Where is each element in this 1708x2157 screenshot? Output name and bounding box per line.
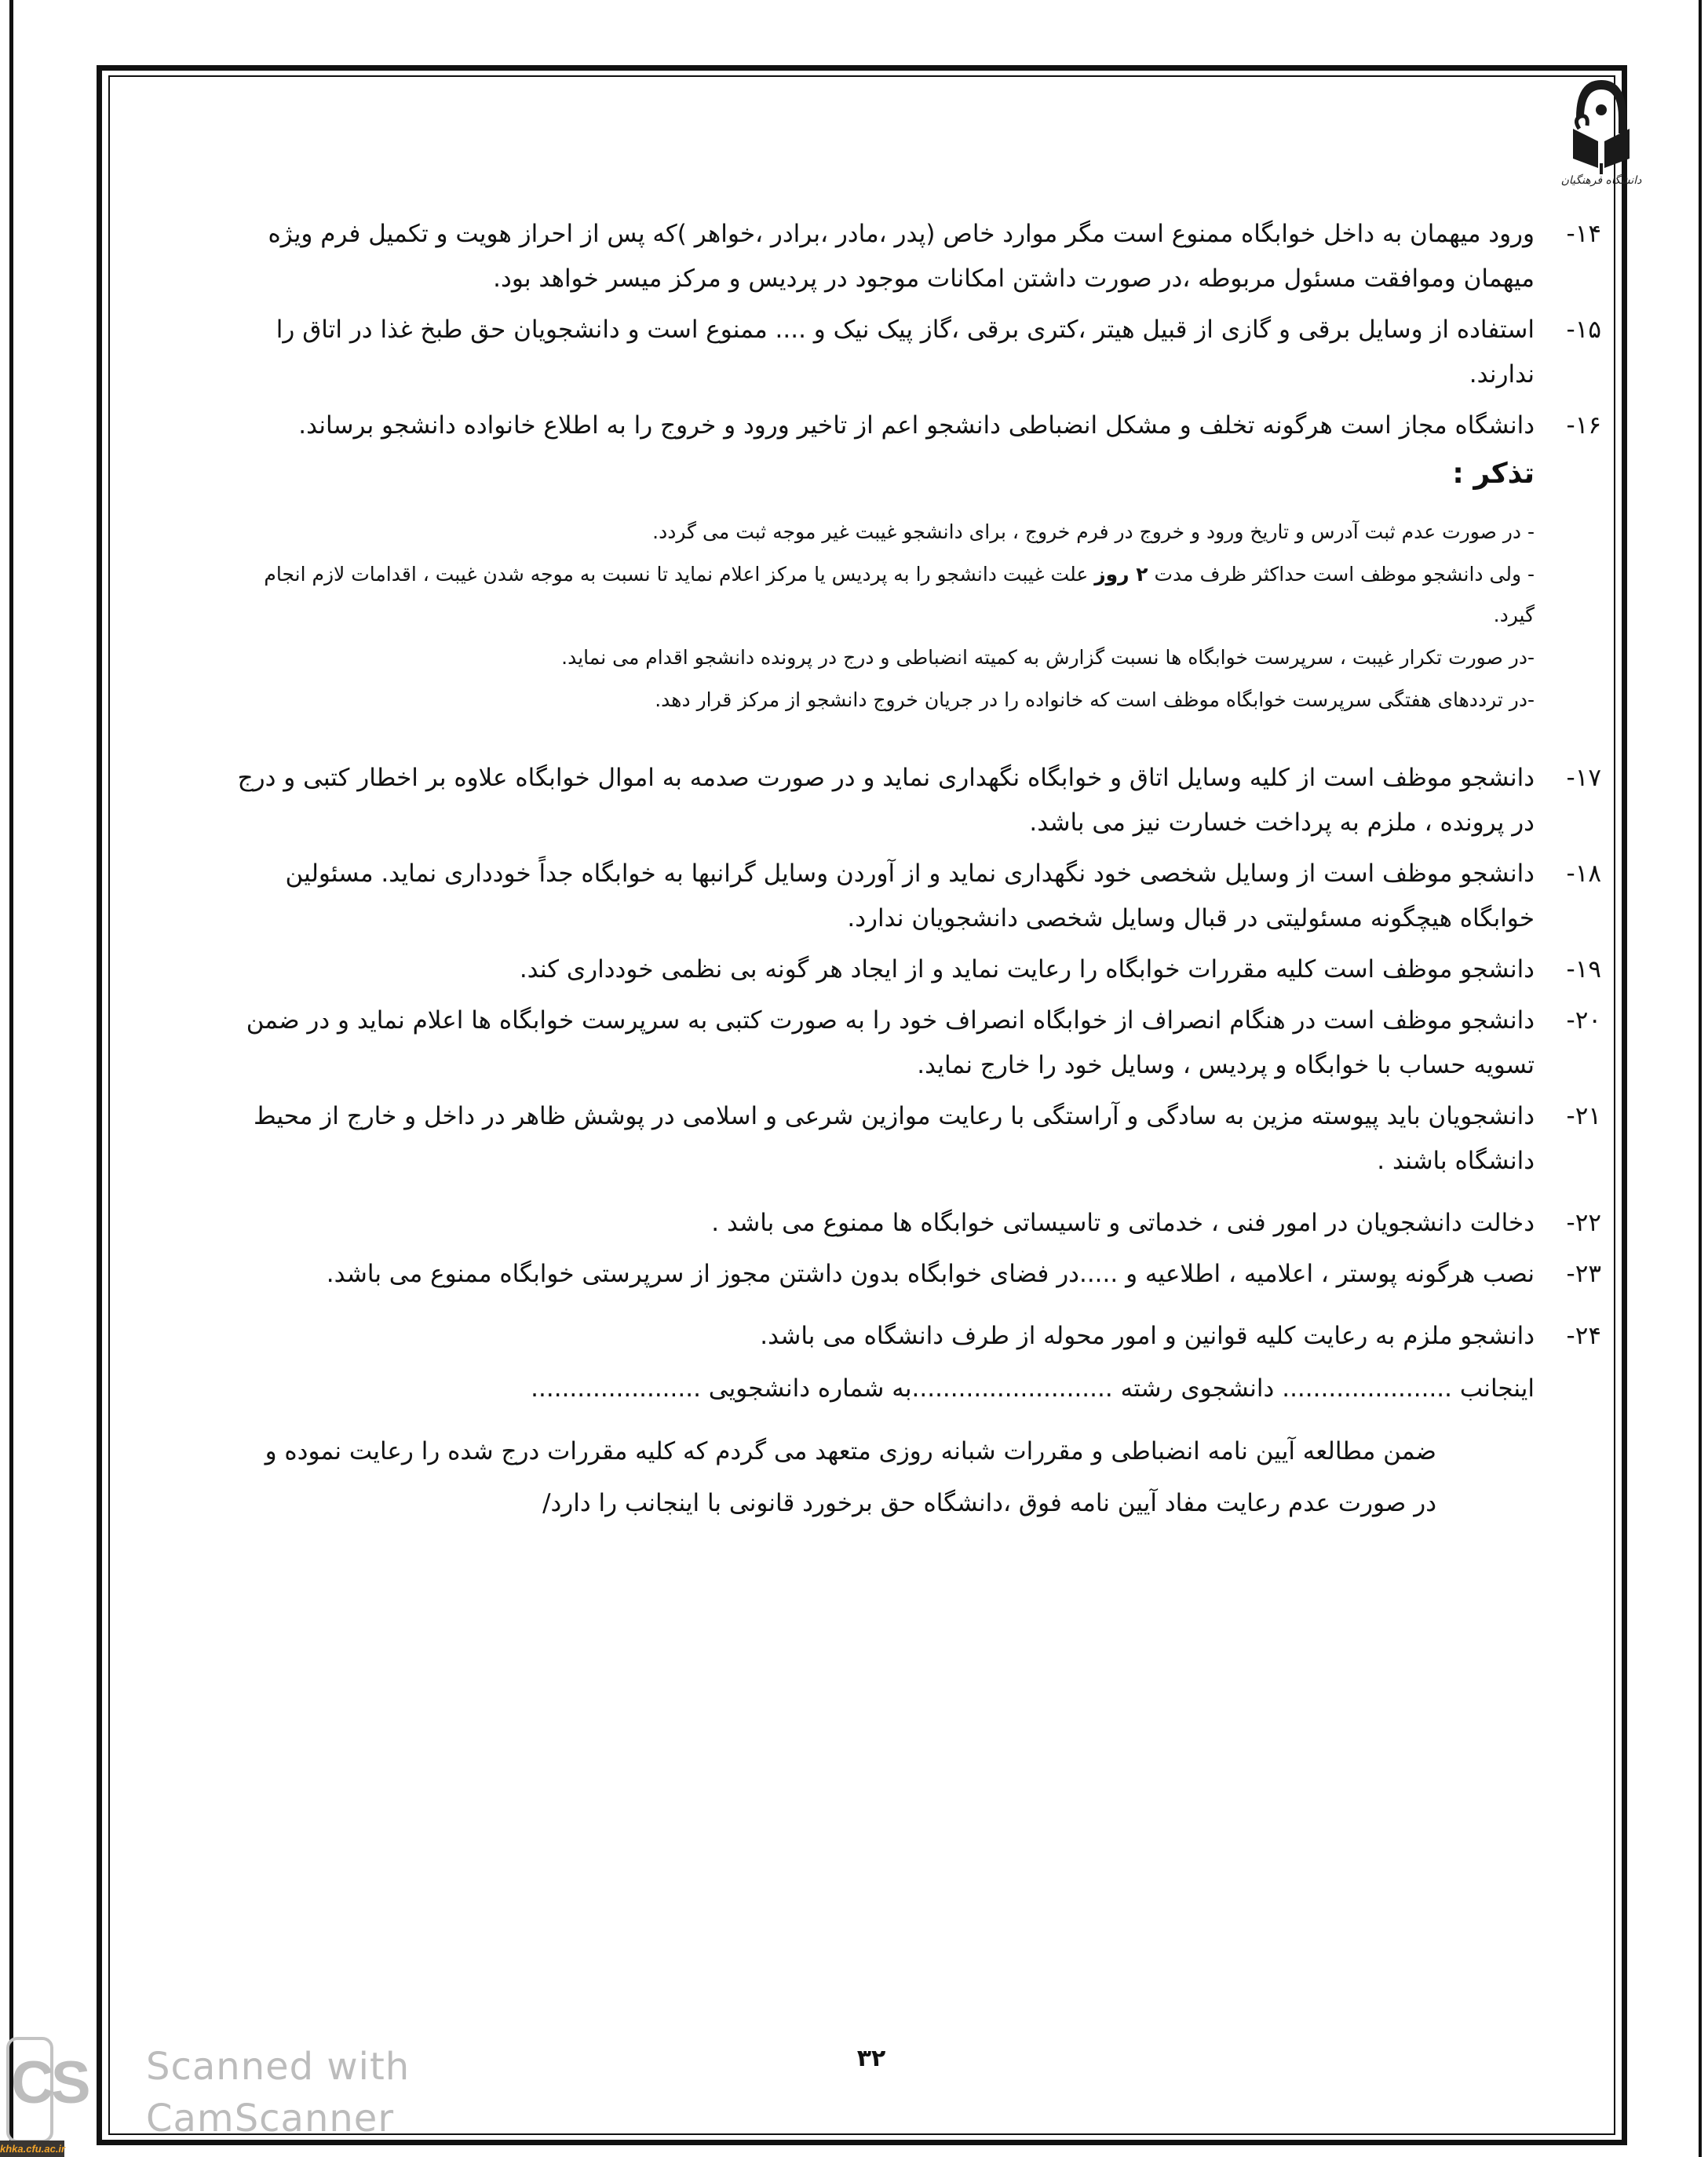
reminder-note-part: - ولی دانشجو موظف است حداکثر ظرف مدت <box>1148 563 1535 586</box>
rule-number: ۱۹- <box>1566 955 1601 984</box>
watermark-line-1: Scanned with <box>146 2045 411 2089</box>
university-logo-caption: دانشگاه فرهنگیان <box>1560 174 1642 187</box>
university-logo-icon <box>1562 71 1640 188</box>
pledge-label-major: دانشجوی رشته <box>1112 1374 1283 1403</box>
rule-number: ۲۱- <box>1566 1102 1601 1130</box>
rule-item-17 <box>235 756 1601 845</box>
rule-number: ۲۰- <box>1566 1006 1601 1035</box>
pledge-label-student-id: به شماره دانشجویی <box>700 1374 912 1403</box>
reminder-note <box>235 554 1535 636</box>
rule-item-18 <box>235 852 1601 941</box>
rule-item-16 <box>235 403 1601 448</box>
student-major-blank[interactable]: .......................... <box>911 1374 1113 1403</box>
rule-text: دانشجو موظف است از کلیه وسایل اتاق و خوابگاه نگهداری نماید و در صورت صدمه به اموال خوابگاه علاوه بر اخطار کتبی و درج در پرونده ، ملزم به پرداخت خسارت نیز می باشد. <box>237 764 1535 837</box>
student-pledge-line <box>235 1367 1601 1411</box>
pledge-label-i: اینجانب <box>1452 1374 1535 1403</box>
rule-text: استفاده از وسایل برقی و گازی از قبیل هیتر ،کتری برقی ،گاز پیک نیک و .... ممنوع است و دانشجویان حق طبخ غذا در اتاق را ندارند. <box>276 316 1535 389</box>
rule-text: دانشجو موظف است در هنگام انصراف از خوابگاه انصراف خود را به صورت کتبی به سرپرست خوابگاه ها اعلام نماید و در ضمن تسویه حساب با خوابگاه و پردیس ، وسایل خود را خارج نماید. <box>246 1006 1535 1079</box>
rule-text: نصب هرگونه پوستر ، اعلامیه ، اطلاعیه و .....در فضای خوابگاه بدون داشتن مجوز از سرپرستی خوابگاه ممنوع می باشد. <box>326 1260 1535 1288</box>
reminder-notes <box>235 512 1601 721</box>
reminder-note: -در ترددهای هفتگی سرپرست خوابگاه موظف است که خانواده را در جریان خروج دانشجو از مرکز قرار دهد. <box>655 688 1535 711</box>
rule-number: ۱۵- <box>1566 316 1601 344</box>
regulations-body <box>235 212 1601 1553</box>
rule-text: دانشجو موظف است از وسایل شخصی خود نگهداری نماید و از آوردن وسایل گرانبها به خوابگاه جداً خودداری نماید. مسئولین خوابگاه هیچگونه مسئولیتی در قبال وسایل شخصی دانشجویان ندارد. <box>285 860 1535 933</box>
rule-item-24 <box>235 1314 1601 1359</box>
camscanner-logo-letters: CS <box>11 2049 88 2116</box>
rule-number: ۱۸- <box>1566 860 1601 888</box>
page-number: ۳۲ <box>856 2045 886 2072</box>
watermark-line-2: CamScanner <box>146 2097 395 2141</box>
rule-number: ۱۶- <box>1566 411 1601 440</box>
rule-text: دانشگاه مجاز است هرگونه تخلف و مشکل انضباطی دانشجو اعم از تاخیر ورود و خروج را به اطلاع خانواده دانشجو برساند. <box>298 411 1535 440</box>
rule-text: دانشجو ملزم به رعایت کلیه قوانین و امور محوله از طرف دانشگاه می باشد. <box>760 1322 1535 1350</box>
rule-number: ۲۳- <box>1566 1260 1601 1288</box>
reminder-note-part: علت غیبت دانشجو را به پردیس یا مرکز اعلام نماید تا نسبت به موجه شدن غیبت ، اقدامات لازم انجام گیرد. <box>264 563 1535 626</box>
rule-item-20 <box>235 998 1601 1088</box>
scan-page-edge-left <box>9 0 13 2157</box>
rule-number: ۱۴- <box>1566 220 1601 248</box>
reminder-note: - در صورت عدم ثبت آدرس و تاریخ ورود و خروج در فرم خروج ، برای دانشجو غیبت غیر موجه ثبت می گردد. <box>652 520 1535 543</box>
camscanner-watermark <box>146 2041 410 2144</box>
reminder-heading: تذکر : <box>1452 458 1535 490</box>
rule-item-15 <box>235 308 1601 397</box>
student-name-blank[interactable]: ...................... <box>1282 1374 1453 1403</box>
scan-page-edge-right <box>1699 0 1702 2157</box>
rule-text: دانشجو موظف است کلیه مقررات خوابگاه را رعایت نماید و از ایجاد هر گونه بی نظمی خودداری کند. <box>519 955 1535 984</box>
student-id-blank[interactable]: ...................... <box>531 1374 701 1403</box>
site-badge: khka.cfu.ac.ir <box>0 2141 64 2157</box>
pledge-statement: ضمن مطالعه آیین نامه انضباطی و مقررات شبانه روزی متعهد می گردم که کلیه مقررات درج شده را رعایت نموده و در صورت عدم رعایت مفاد آیین نامه فوق ،دانشگاه حق برخورد قانونی با اینجانب را دارد/ <box>265 1437 1436 1517</box>
rule-text: ورود میهمان به داخل خوابگاه ممنوع است مگر موارد خاص (پدر ،مادر ،برادر ،خواهر )که پس از احراز هویت و تکمیل فرم ویژه میهمان وموافقت مسئول مربوطه ،در صورت داشتن امکانات موجود در پردیس و مرکز میسر خواهد بود. <box>268 220 1535 293</box>
rule-text: دانشجویان باید پیوسته مزین به سادگی و آراستگی با رعایت موازین شرعی و اسلامی در پوشش ظاهر در داخل و خارج از محیط دانشگاه باشند . <box>254 1102 1535 1175</box>
rule-number: ۲۴- <box>1566 1322 1601 1350</box>
rule-item-19 <box>235 947 1601 992</box>
reminder-note: -در صورت تکرار غیبت ، سرپرست خوابگاه ها نسبت گزارش به کمیته انضباطی و درج در پرونده دانشجو اقدام می نماید. <box>561 646 1535 669</box>
rule-item-14 <box>235 212 1601 301</box>
rule-text: دخالت دانشجویان در امور فنی ، خدماتی و تاسیساتی خوابگاه ها ممنوع می باشد . <box>711 1209 1535 1237</box>
rule-item-22 <box>235 1201 1601 1246</box>
rule-item-23 <box>235 1252 1601 1297</box>
reminder-note-deadline: ۲ روز <box>1094 563 1148 586</box>
rule-item-21 <box>235 1094 1601 1184</box>
rule-number: ۱۷- <box>1566 764 1601 792</box>
rule-number: ۲۲- <box>1566 1209 1601 1237</box>
